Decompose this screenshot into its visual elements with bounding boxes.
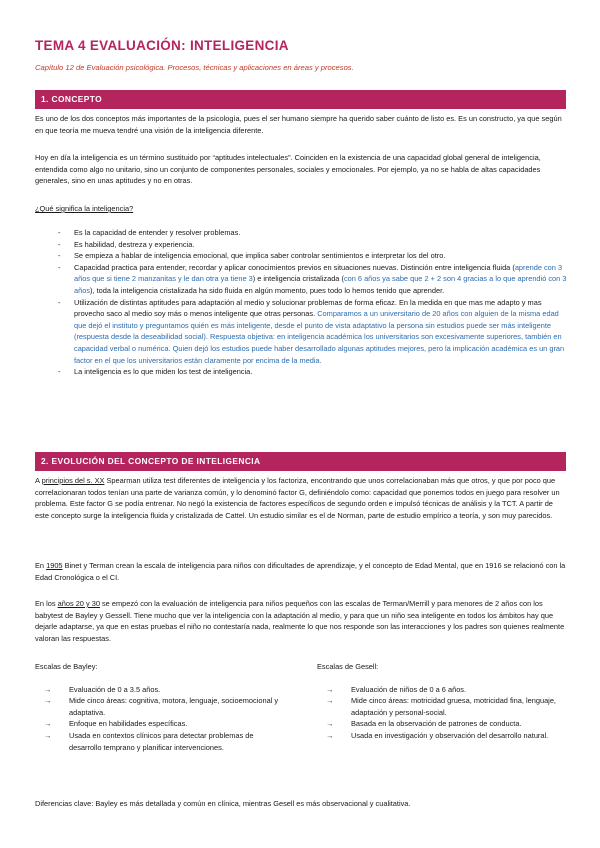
dash-bullet: - [58, 367, 61, 377]
paragraph: En los años 20 y 30 se empezó con la evaluación de inteligencia para niños pequeños con las escalas de Terman/Merrill y para menores de 2 años con los babytest de Bayley y Gessell. Tiene mucho que ver la inteligencia con la adaptación al medio, y para que un niño sea inteligente en todos los ámbitos hay que dejarle adaptarse, ya que en estas pruebas el niño no contestaría nada, realmente lo que nos responde son las interacciones y los padres son quienes realmente valoran las respuestas. [35, 599, 565, 643]
bayley-column [35, 661, 285, 753]
list-item: - La inteligencia es lo que miden los test de inteligencia. [58, 367, 253, 377]
paragraph: Hoy en día la inteligencia es un término sustituido por “aptitudes intelectuales”. Coinciden en la existencia de una capacidad global general de inteligencia, entendida como algo no unitario, sino un conjunto de componentes personales, sociales y emocionales. Por ejemplo, ya no se habla de altas capacidades generales, sino en unas aptitudes y no en otras. [35, 153, 541, 186]
list-item: → Usada en contextos clínicos para detectar problemas de desarrollo temprano y planificar intervenciones. [44, 730, 254, 752]
list-item: → Enfoque en habilidades específicas. [44, 719, 188, 729]
dash-bullet: - [58, 251, 61, 261]
arrow-icon: → [44, 684, 52, 694]
section-heading-concepto: 1. CONCEPTO [35, 90, 566, 109]
arrow-icon: → [326, 696, 334, 706]
paragraph: A principios del s. XX Spearman utiliza test diferentes de inteligencia y los factoriza, encontrando que unos correlacionaban más que otros, y que por poco que correlacionaran todos tenían una parte de varianza común, y lo denominó factor G, definiéndolo como: capacidad que ponemos todos en juego para resolver un problema. Este factor G se podía entrenar. No negó la existencia de factores específicos de segundo orden e impulsó técnicas de análisis y la TCT. A partir de este concepto surge la inteligencia fluida y cristalizada de Cattel. Un estudio similar es el de Norman, parte de estudio empírico a teoría, y son muy parecidos. [35, 476, 560, 520]
arrow-icon: → [326, 684, 334, 694]
list-item: → Mide cinco áreas: motricidad gruesa, motricidad fina, lenguaje, adaptación y personal-social. [326, 696, 556, 717]
paragraph: Es uno de los dos conceptos más importantes de la psicología, pues el ser humano siempre ha querido saber cuánto de listo es. Es un constructo, ya que según en que teoría me mueva tendré una visión de la inteligencia diferente. [35, 114, 562, 135]
gesell-column [317, 661, 567, 742]
page-subtitle: Capítulo 12 de Evaluación psicológica. Procesos, técnicas y aplicaciones en áreas y procesos. [35, 63, 354, 72]
column-title: Escalas de Gesell: [317, 662, 379, 671]
arrow-icon: → [44, 696, 52, 706]
list-item: - Es la capacidad de entender y resolver problemas. [58, 228, 241, 237]
dash-bullet: - [58, 228, 61, 237]
dash-bullet: - [58, 239, 61, 249]
column-title: Escalas de Bayley: [35, 662, 98, 671]
list-item: → Mide cinco áreas: cognitiva, motora, lenguaje, socioemocional y adaptativa. [44, 696, 279, 717]
dash-bullet: - [58, 262, 61, 272]
dash-bullet: - [58, 297, 61, 307]
list-item: → Basada en la observación de patrones de conducta. [326, 719, 522, 729]
example-text: Comparamos a un universitario de 20 años con alguien de la misma edad que dejó el instituto y preguntamos quién es más inteligente, desde el punto de vista adaptativo la persona sin estudios puede ser más inteligente (respuesta desde la deseabilidad social). Respuesta objetiva: en inteligencia académica los universitarios son excesivamente superiores, también en capacidad verbal o numérica. Quien dejó los estudios puede haber desarrollado algunas aptitudes mejores, pero la implicación académica es un gran factor en el que los universitarios están claramente por encima de la media. [74, 309, 565, 365]
arrow-icon: → [44, 730, 52, 740]
bayley-list [35, 684, 285, 754]
key-differences: Diferencias clave: Bayley es más detallada y común en clínica, mientras Gesell es más observacional y cualitativa. [35, 799, 411, 808]
arrow-icon: → [326, 719, 334, 729]
example-text: con 6 años ya sabe que 2 + 2 son 4 gracias a lo que aprendió con 3 años [74, 274, 567, 295]
list-item: → Evaluación de 0 a 3.5 años. [44, 684, 161, 694]
gesell-list [317, 684, 567, 742]
question-heading: ¿Qué significa la inteligencia? [35, 204, 134, 213]
list-item: - Utilización de distintas aptitudes para adaptación al medio y solucionar problemas de forma eficaz. En la medida en que mas me adapto y mas provecho saco al medio soy más o menos inteligente que otras personas. Comparamos a un universitario de 20 años con alguien de la misma edad que dejó el instituto y preguntamos quién es más inteligente, desde el punto de vista adaptativo la persona sin estudios puede ser más inteligente (respuesta desde la deseabilidad social). Respuesta objetiva: en inteligencia académica los universitarios son excesivamente superiores, también en capacidad verbal o numérica. Quien dejó los estudios puede haber desarrollado algunas aptitudes mejores, pero la implicación académica es un gran factor en el que los universitarios están claramente por encima de la media. [58, 297, 565, 365]
list-item: → Usada en investigación y observación del desarrollo natural. [326, 730, 549, 740]
list-item: → Evaluación de niños de 0 a 6 años. [326, 684, 467, 694]
paragraph: En 1905 Binet y Terman crean la escala de inteligencia para niños con dificultades de aprendizaje, y el concepto de Edad Mental, que en 1916 se relacionó con la Edad Cronológica o el CI. [35, 561, 566, 582]
section-heading-evolucion: 2. EVOLUCIÓN DEL CONCEPTO DE INTELIGENCIA [35, 452, 566, 471]
arrow-icon: → [44, 719, 52, 729]
example-text: aprende con 3 años que si tiene 2 manzanitas y le dan otra ya tiene 3 [74, 262, 563, 284]
arrow-icon: → [326, 730, 334, 740]
list-item: - Es habilidad, destreza y experiencia. [58, 239, 195, 249]
definition-list [58, 227, 568, 378]
page-title: TEMA 4 EVALUACIÓN: INTELIGENCIA [35, 38, 289, 53]
list-item: - Capacidad practica para entender, recordar y aplicar conocimientos previos en situaciones nuevas. Distinción entre inteligencia fluida (aprende con 3 años que si tiene 2 manzanitas y le dan otra ya tiene 3) e inteligencia cristalizada (con 6 años ya sabe que 2 + 2 son 4 gracias a lo que aprendió con 3 años), toda la inteligencia cristalizada ha sido fluida en algún momento, pues todo lo hemos tenido que aprender. [58, 262, 567, 295]
list-item: - Se empieza a hablar de inteligencia emocional, que implica saber controlar sentimientos e interpretar los del otro. [58, 251, 446, 261]
